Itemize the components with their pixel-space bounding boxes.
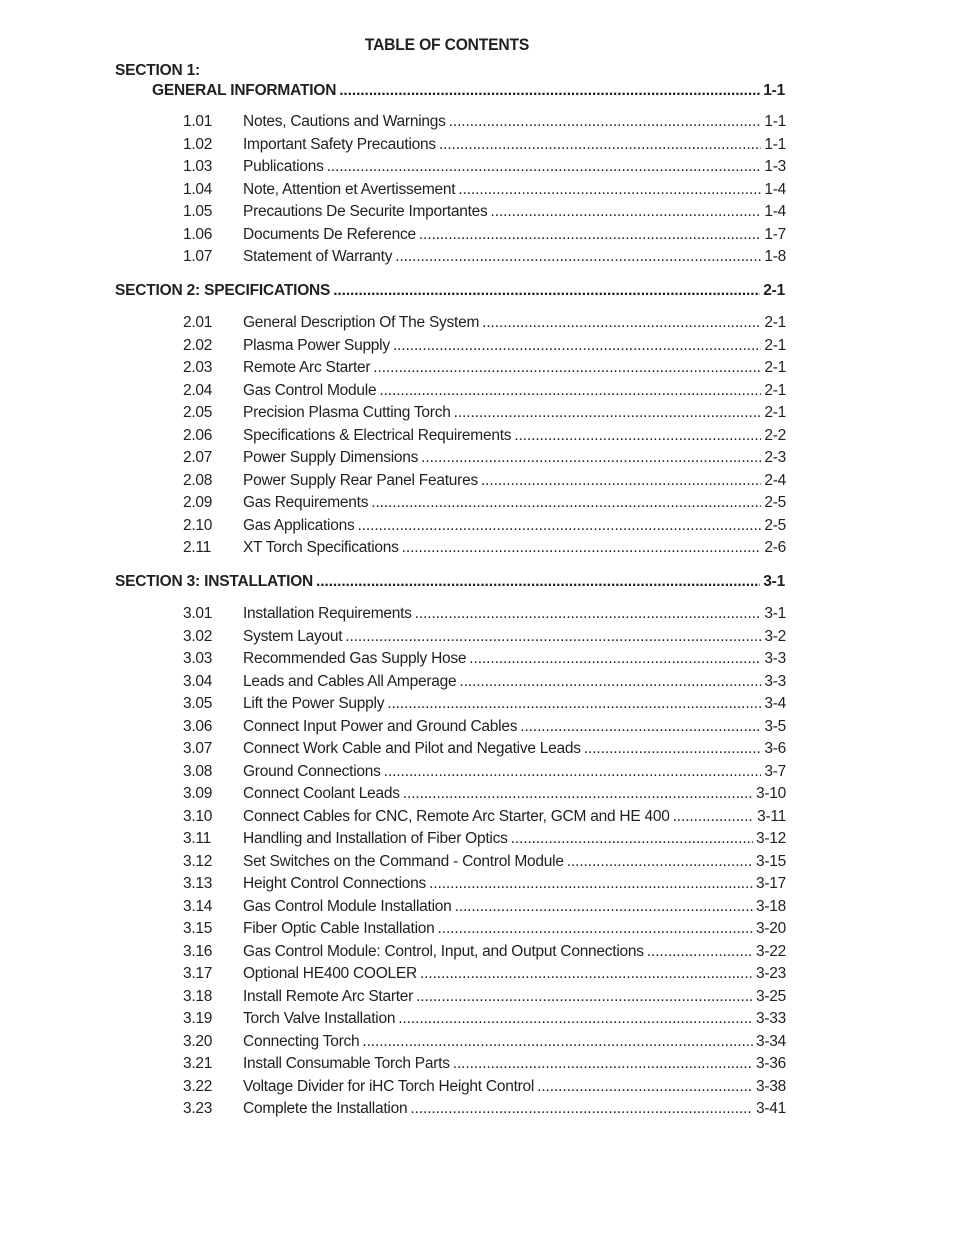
dot-leader [673,808,755,826]
entry-title: Power Supply Dimensions [243,449,419,466]
toc-entry[interactable] [183,427,786,449]
entry-page-number: 3-7 [764,762,786,780]
entry-number: 3.10 [183,807,213,825]
entry-number: 2.05 [183,404,213,421]
dot-leader [403,785,753,803]
dot-leader [395,248,761,266]
entry-page-number: 1-3 [764,158,786,175]
entry-number: 1.05 [183,203,213,220]
dot-leader [333,282,760,300]
entry-title: Fiber Optic Cable Installation [243,920,435,937]
entry-page-number: 3-10 [755,785,786,802]
dot-leader [419,226,762,244]
toc-entry[interactable] [183,449,786,471]
toc-entry[interactable] [183,226,786,248]
entry-title: Specifications & Electrical Requirements [243,426,512,444]
entry-number: 2.11 [183,539,212,556]
toc-entry[interactable] [183,785,786,807]
entry-title: Gas Control Module Installation [243,897,452,915]
toc-entry[interactable] [183,1078,786,1100]
entry-number: 3.08 [183,762,213,780]
toc-entry[interactable] [183,965,786,987]
entry-page-number: 3-1 [764,605,786,622]
entry-title: Install Remote Arc Starter [243,987,414,1005]
entry-title: Remote Arc Starter [243,359,371,376]
dot-leader [327,158,762,176]
entry-title: Precision Plasma Cutting Torch [243,404,451,421]
entry-page-number: 3-12 [755,830,786,847]
entry-page-number: 3-4 [764,695,786,712]
entry-number: 3.05 [183,695,213,712]
entry-page-number: 3-2 [764,627,786,645]
entry-page-number: 3-5 [764,717,786,735]
toc-entry[interactable] [183,494,786,516]
dot-leader [449,113,762,131]
dot-leader [458,181,761,199]
toc-entry[interactable] [183,382,786,404]
entry-number: 1.06 [183,225,213,243]
section-label: SECTION 1: [115,62,200,79]
entry-page-number: 3-11 [757,807,786,825]
dot-leader [387,695,761,713]
toc-entry[interactable] [183,113,786,135]
toc-entry[interactable] [183,1010,786,1032]
section-page-number: 3-1 [763,573,785,590]
entry-number: 3.14 [183,897,213,915]
entry-title: Connecting Torch [243,1032,360,1050]
dot-leader [584,740,762,758]
entry-title: Leads and Cables All Amperage [243,672,457,690]
toc-entry[interactable] [183,1100,786,1122]
entry-page-number: 2-1 [764,359,786,376]
entry-page-number: 3-3 [764,650,786,667]
toc-entry[interactable] [183,875,786,897]
entry-page-number: 1-1 [764,113,786,130]
dot-leader [345,628,761,646]
entry-number: 1.02 [183,135,213,153]
entry-title: Connect Coolant Leads [243,785,400,802]
dot-leader [482,314,761,332]
toc-entry[interactable] [183,404,786,426]
entry-number: 2.03 [183,359,213,376]
toc-entry[interactable] [183,181,786,203]
entry-number: 3.11 [183,830,212,847]
section-heading-general-information[interactable] [152,82,785,104]
dot-leader [410,1100,753,1118]
entry-title: Recommended Gas Supply Hose [243,650,467,667]
entry-title: Height Control Connections [243,875,427,892]
entry-title: Handling and Installation of Fiber Optics [243,830,508,847]
toc-entry[interactable] [183,628,786,650]
entry-page-number: 3-33 [755,1010,786,1027]
entry-page-number: 3-23 [755,965,786,982]
entry-page-number: 2-4 [764,471,786,489]
entry-number: 3.12 [183,852,213,870]
entry-title: XT Torch Specifications [243,539,399,556]
section-heading-specifications[interactable] [115,282,785,304]
entry-number: 2.04 [183,381,213,399]
toc-entry[interactable] [183,314,786,336]
dot-leader [469,650,761,668]
toc-entry[interactable] [183,359,786,381]
dot-leader [567,853,753,871]
entry-number: 3.22 [183,1077,213,1095]
entry-number: 1.07 [183,248,213,265]
entry-title: Ground Connections [243,762,381,780]
entry-page-number: 3-20 [755,920,786,937]
entry-page-number: 1-8 [764,248,786,265]
dot-leader [429,875,753,893]
dot-leader [420,965,753,983]
entry-page-number: 2-1 [764,314,786,331]
toc-entry[interactable] [183,539,786,561]
entry-number: 1.03 [183,158,213,175]
entry-title: Note, Attention et Avertissement [243,180,456,198]
dot-leader [511,830,753,848]
toc-entry[interactable] [183,337,786,359]
entry-page-number: 2-5 [764,494,786,511]
entry-title: General Description Of The System [243,314,480,331]
toc-entry[interactable] [183,1055,786,1077]
entry-title: Gas Control Module: Control, Input, and Output Connections [243,942,644,960]
page-title: TABLE OF CONTENTS [364,35,530,54]
toc-entry[interactable] [183,853,786,875]
dot-leader [514,427,761,445]
entry-page-number: 3-3 [764,672,786,690]
entry-title: Precautions De Securite Importantes [243,203,488,220]
dot-leader [453,1055,753,1073]
dot-leader [455,898,753,916]
entry-number: 3.19 [183,1010,213,1027]
toc-entry[interactable] [183,673,786,695]
entry-title: Important Safety Precautions [243,135,436,153]
entry-page-number: 1-4 [764,180,786,198]
dot-leader [398,1010,753,1028]
entry-title: Complete the Installation [243,1100,408,1117]
entry-page-number: 3-6 [764,740,786,757]
toc-entry[interactable] [183,472,786,494]
dot-leader [316,573,760,591]
entry-number: 3.23 [183,1100,213,1117]
entry-page-number: 1-4 [764,203,786,220]
toc-entry[interactable] [183,136,786,158]
entry-page-number: 3-36 [755,1055,786,1072]
entry-title: Connect Cables for CNC, Remote Arc Starter, GCM and HE 400 [243,807,670,825]
entry-page-number: 3-18 [755,897,786,915]
entry-title: Voltage Divider for iHC Torch Height Control [243,1077,535,1095]
entry-page-number: 2-1 [764,404,786,421]
entry-page-number: 2-1 [764,336,786,354]
dot-leader [421,449,761,467]
entry-page-number: 3-22 [755,942,786,960]
toc-entry[interactable] [183,763,786,785]
toc-entry[interactable] [183,650,786,672]
entry-number: 2.09 [183,494,213,511]
dot-leader [491,203,762,221]
entry-title: Set Switches on the Command - Control Module [243,852,564,870]
entry-page-number: 3-17 [755,875,786,892]
dot-leader [362,1033,753,1051]
entry-page-number: 2-2 [764,426,786,444]
entry-page-number: 3-15 [755,852,786,870]
entry-number: 1.01 [183,113,213,130]
entry-number: 3.18 [183,987,213,1005]
entry-number: 2.08 [183,471,213,489]
entry-page-number: 3-38 [755,1077,786,1095]
entry-number: 2.01 [183,314,213,331]
entry-number: 3.03 [183,650,213,667]
toc-entry[interactable] [183,808,786,830]
toc-entry[interactable] [183,1033,786,1055]
entry-title: Publications [243,158,324,175]
entry-title: Gas Control Module [243,381,377,399]
entry-page-number: 2-1 [764,381,786,399]
toc-entry[interactable] [183,740,786,762]
entry-number: 3.21 [183,1055,213,1072]
entry-page-number: 3-41 [755,1100,786,1117]
dot-leader [647,943,753,961]
entry-title: Connect Input Power and Ground Cables [243,717,518,735]
entry-page-number: 2-5 [764,516,786,534]
entry-title: Torch Valve Installation [243,1010,396,1027]
section-heading-installation[interactable] [115,573,785,595]
entry-number: 2.02 [183,336,213,354]
toc-entry[interactable] [183,203,786,225]
dot-leader [481,472,761,490]
entry-title: Gas Applications [243,516,355,534]
entry-number: 3.20 [183,1032,213,1050]
entry-number: 3.04 [183,672,213,690]
entry-number: 3.15 [183,920,213,937]
entry-page-number: 1-7 [764,225,786,243]
entry-title: Optional HE400 COOLER [243,965,417,982]
toc-entry[interactable] [183,920,786,942]
entry-title: Install Consumable Torch Parts [243,1055,450,1072]
entry-page-number: 3-34 [755,1032,786,1050]
entry-title: Power Supply Rear Panel Features [243,471,478,489]
entry-number: 3.13 [183,875,213,892]
entry-number: 3.01 [183,605,213,622]
toc-entry[interactable] [183,830,786,852]
toc-entry[interactable] [183,988,786,1010]
entry-title: Lift the Power Supply [243,695,385,712]
entry-number: 3.17 [183,965,213,982]
entry-title: Notes, Cautions and Warnings [243,113,446,130]
section-page-number: 1-1 [763,82,785,99]
toc-entry[interactable] [183,943,786,965]
dot-leader [371,494,761,512]
dot-leader [373,359,761,377]
section-heading-text: GENERAL INFORMATION [152,82,337,99]
toc-entry[interactable] [183,248,786,270]
section-page-number: 2-1 [763,282,785,299]
toc-entry[interactable] [183,695,786,717]
dot-leader [393,337,761,355]
section-heading-text: SECTION 2: SPECIFICATIONS [115,282,331,299]
dot-leader [384,763,762,781]
dot-leader [357,517,761,535]
entry-title: Installation Requirements [243,605,412,622]
entry-title: System Layout [243,627,343,645]
dot-leader [439,136,761,154]
entry-title: Plasma Power Supply [243,336,390,354]
entry-number: 2.06 [183,426,213,444]
dot-leader [379,382,761,400]
dot-leader [415,605,762,623]
entry-title: Statement of Warranty [243,248,393,265]
dot-leader [402,539,762,557]
entry-title: Gas Requirements [243,494,369,511]
toc-entry[interactable] [183,898,786,920]
dot-leader [454,404,762,422]
entry-number: 3.06 [183,717,213,735]
dot-leader [438,920,753,938]
dot-leader [416,988,753,1006]
entry-number: 3.16 [183,942,213,960]
entry-page-number: 2-6 [764,539,786,556]
dot-leader [537,1078,753,1096]
entry-page-number: 2-3 [764,449,786,466]
entry-page-number: 1-1 [764,135,786,153]
dot-leader [520,718,761,736]
dot-leader [339,82,760,100]
entry-number: 1.04 [183,180,213,198]
entry-page-number: 3-25 [755,987,786,1005]
section-heading-text: SECTION 3: INSTALLATION [115,573,314,590]
entry-number: 3.02 [183,627,213,645]
dot-leader [459,673,761,691]
toc-entry[interactable] [183,718,786,740]
entry-number: 2.10 [183,516,213,534]
entry-title: Documents De Reference [243,225,416,243]
toc-entry[interactable] [183,158,786,180]
entry-number: 2.07 [183,449,213,466]
entry-number: 3.09 [183,785,213,802]
entry-title: Connect Work Cable and Pilot and Negative Leads [243,740,581,757]
entry-number: 3.07 [183,740,213,757]
toc-entry[interactable] [183,605,786,627]
toc-entry[interactable] [183,517,786,539]
